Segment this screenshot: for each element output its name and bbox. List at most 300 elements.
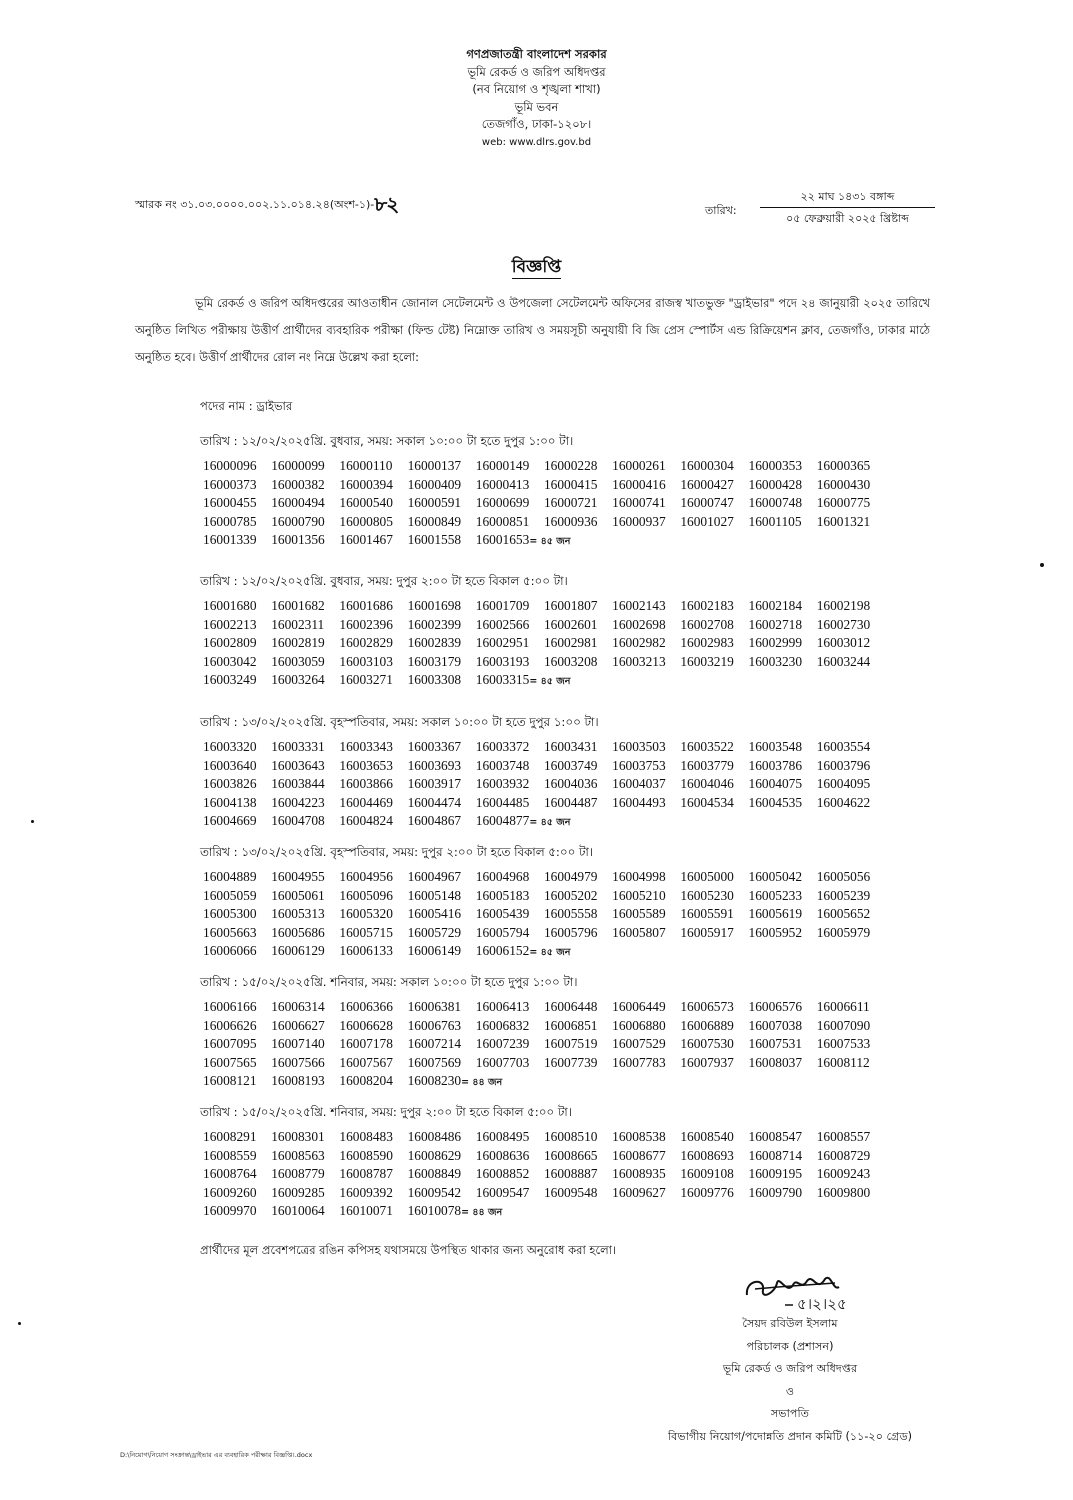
session-total: = ৪৫ জন	[529, 536, 571, 547]
roll-number: 16003230	[748, 653, 803, 669]
roll-number-list	[200, 457, 920, 552]
roll-number: 16003643	[271, 757, 325, 773]
roll-number: 16002983	[680, 635, 734, 650]
roll-number: 16008112	[816, 1054, 870, 1070]
roll-row	[203, 905, 920, 924]
roll-number: 16000790	[271, 513, 325, 529]
roll-number: 16006851	[543, 1017, 598, 1033]
roll-number: 16007090	[816, 1017, 871, 1033]
roll-number: 16003193	[475, 653, 530, 669]
roll-number: 16005979	[816, 924, 871, 940]
session-heading: তারিখ : ১৫/০২/২০২৫খ্রি. শনিবার, সময়: দুপুর ২:০০ টা হতে বিকাল ৫:০০ টা।	[200, 1105, 572, 1119]
roll-number: 16010078	[407, 1203, 462, 1218]
roll-number: 16008887	[543, 1166, 598, 1181]
roll-number: 16004493	[612, 794, 666, 810]
website: web: www.dlrs.gov.bd	[481, 136, 592, 148]
roll-number: 16000775	[816, 495, 871, 510]
roll-number: 16008849	[407, 1166, 462, 1181]
roll-number: 16008547	[748, 1129, 803, 1144]
roll-number: 16000413	[475, 476, 530, 492]
roll-number: 16004487	[543, 794, 598, 810]
roll-number: 16004485	[475, 794, 530, 810]
roll-number: 16001709	[475, 598, 530, 613]
roll-number: 16003522	[680, 739, 734, 754]
roll-number: 16002143	[612, 598, 666, 613]
roll-number: 16005589	[612, 906, 666, 921]
roll-row	[203, 1128, 920, 1147]
roll-number: 16001321	[816, 513, 871, 529]
roll-number: 16003653	[339, 757, 393, 773]
roll-number: 16002819	[271, 635, 325, 650]
exam-session	[200, 432, 920, 552]
session-total: = ৪৫ জন	[529, 817, 571, 828]
roll-row	[203, 775, 920, 794]
roll-number: 16007937	[680, 1054, 734, 1070]
roll-number: 16005056	[816, 869, 871, 884]
roll-number: 16004622	[816, 794, 871, 810]
roll-number: 16003315	[475, 672, 530, 687]
roll-number: 16004824	[339, 813, 393, 828]
roll-number-list	[200, 868, 920, 963]
date-bangla: ২২ মাঘ ১৪৩১ বঙ্গাব্দ	[800, 190, 895, 203]
session-total: = ৪৫ জন	[529, 676, 571, 687]
roll-number: 16004967	[407, 869, 462, 884]
roll-number: 16009800	[816, 1184, 871, 1200]
roll-number: 16001698	[407, 598, 462, 613]
roll-number: 16007178	[339, 1036, 393, 1051]
roll-number: 16006066	[203, 943, 257, 958]
roll-number: 16006611	[816, 999, 870, 1014]
roll-number: 16000741	[612, 495, 666, 510]
roll-row	[203, 924, 920, 943]
memo-number	[135, 190, 398, 223]
roll-number: 16000428	[748, 476, 803, 492]
roll-number: 16000261	[612, 458, 666, 473]
roll-number: 16007533	[816, 1036, 871, 1051]
roll-number: 16006381	[407, 999, 462, 1014]
roll-number: 16009195	[748, 1166, 803, 1181]
signatory-designation: পরিচালক (প্রশাসন)	[746, 1339, 834, 1353]
roll-number: 16001653	[475, 532, 530, 547]
roll-number: 16006133	[339, 943, 393, 958]
roll-number: 16006449	[612, 999, 666, 1014]
roll-number: 16000591	[407, 495, 462, 510]
session-heading: তারিখ : ১৩/০২/২০২৫খ্রি. বৃহস্পতিবার, সময়: সকাল ১০:০০ টা হতে দুপুর ১:০০ টা।	[200, 715, 599, 729]
roll-number: 16000304	[680, 458, 734, 473]
roll-number: 16005300	[203, 906, 257, 921]
roll-number: 16008291	[203, 1129, 257, 1144]
date-divider	[760, 207, 935, 208]
roll-row	[203, 887, 920, 906]
roll-number: 16005202	[543, 887, 598, 903]
roll-number: 16000494	[271, 495, 325, 510]
roll-row	[203, 671, 920, 692]
roll-number: 16002198	[816, 598, 871, 613]
exam-session	[200, 1103, 920, 1223]
roll-number: 16005715	[339, 924, 393, 940]
roll-number: 16000096	[203, 458, 257, 473]
roll-row	[203, 998, 920, 1017]
roll-number: 16008193	[271, 1073, 325, 1088]
roll-number: 16002213	[203, 616, 257, 632]
roll-number: 16009392	[339, 1184, 393, 1200]
roll-row	[203, 812, 920, 833]
roll-number: 16002399	[407, 616, 462, 632]
roll-number: 16007565	[203, 1054, 257, 1070]
roll-number: 16008121	[203, 1073, 257, 1088]
roll-number: 16004968	[475, 869, 530, 884]
roll-number: 16002566	[475, 616, 530, 632]
roll-number: 16006149	[407, 943, 462, 958]
roll-number: 16008935	[612, 1166, 666, 1181]
roll-number: 16006129	[271, 943, 325, 958]
roll-number: 16007703	[475, 1054, 530, 1070]
roll-number: 16004469	[339, 794, 393, 810]
roll-number: 16008764	[203, 1166, 257, 1181]
scan-speck	[1040, 563, 1044, 567]
roll-number: 16003208	[543, 653, 598, 669]
roll-row	[203, 494, 920, 513]
roll-row	[203, 1017, 920, 1036]
roll-number-list	[200, 1128, 920, 1223]
roll-number: 16003367	[407, 739, 462, 754]
roll-row	[203, 531, 920, 552]
signatory-role: সভাপতি	[770, 1407, 810, 1420]
roll-number: 16003640	[203, 757, 257, 773]
signatory-committee: বিভাগীয় নিয়োগ/পদোন্নতি প্রদান কমিটি (১১-২০ গ্রেড)	[667, 1429, 913, 1443]
session-heading: তারিখ : ১২/০২/২০২৫খ্রি. বুধবার, সময়: সকাল ১০:০০ টা হতে দুপুর ১:০০ টা।	[200, 434, 574, 448]
branch-name: (নব নিয়োগ ও শৃঙ্খলা শাখা)	[472, 82, 601, 96]
footer-file-path: D:\নিয়োগ\নিয়োগ সংক্রান্ত\ড্রাইভার এর ব্যবহারিক পরীক্ষার বিজ্ঞপ্তি।.docx	[120, 1451, 313, 1459]
session-heading: তারিখ : ১৩/০২/২০২৫খ্রি. বৃহস্পতিবার, সময়: দুপুর ২:০০ টা হতে বিকাল ৫:০০ টা।	[200, 845, 594, 859]
roll-number: 16004036	[543, 776, 598, 791]
signatory-office: ভূমি রেকর্ড ও জরিপ অধিদপ্তর	[722, 1362, 858, 1375]
roll-number: 16005239	[816, 887, 871, 903]
roll-number: 16008629	[407, 1147, 462, 1163]
roll-number: 16000110	[339, 458, 393, 473]
roll-number: 16008590	[339, 1147, 393, 1163]
roll-number: 16004535	[748, 794, 803, 810]
roll-number: 16006166	[203, 999, 257, 1014]
roll-number: 16002396	[339, 616, 393, 632]
roll-number: 16007038	[748, 1017, 803, 1033]
roll-number: 16004474	[407, 794, 462, 810]
roll-number: 16003179	[407, 653, 462, 669]
roll-number-list	[200, 998, 920, 1093]
roll-number: 16008677	[612, 1147, 666, 1163]
roll-number: 16009970	[203, 1203, 257, 1218]
roll-number: 16005061	[271, 887, 325, 903]
roll-number: 16003264	[271, 672, 325, 687]
roll-row	[203, 1202, 920, 1223]
roll-number: 16006366	[339, 999, 393, 1014]
office-name: ভূমি রেকর্ড ও জরিপ অধিদপ্তর	[467, 64, 606, 79]
roll-number: 16007531	[748, 1036, 803, 1051]
roll-number: 16009260	[203, 1184, 257, 1200]
roll-number: 16003753	[612, 757, 666, 773]
roll-number: 16006832	[475, 1017, 530, 1033]
roll-number: 16008301	[271, 1129, 325, 1144]
roll-number: 16005230	[680, 887, 734, 903]
roll-number: 16004669	[203, 813, 257, 828]
roll-number: 16005059	[203, 887, 257, 903]
roll-number: 16000540	[339, 495, 393, 510]
roll-number: 16005558	[543, 906, 598, 921]
roll-number: 16009776	[680, 1184, 734, 1200]
roll-number: 16003844	[271, 776, 325, 791]
roll-number: 16008665	[543, 1147, 598, 1163]
roll-number: 16005796	[543, 924, 598, 940]
signatory-conjunction: ও	[785, 1384, 795, 1398]
roll-number: 16007214	[407, 1036, 462, 1051]
roll-number: 16003866	[339, 776, 393, 791]
roll-number: 16005729	[407, 924, 462, 940]
roll-number: 16006627	[271, 1017, 325, 1033]
roll-row	[203, 1072, 920, 1093]
roll-number: 16009542	[407, 1184, 462, 1200]
roll-number: 16003554	[816, 739, 871, 754]
roll-number: 16000137	[407, 458, 462, 473]
roll-number: 16000937	[612, 513, 666, 529]
signature-block	[645, 1313, 935, 1448]
roll-number: 16003749	[543, 757, 598, 773]
roll-number: 16000416	[612, 476, 666, 492]
roll-number: 16010064	[271, 1203, 325, 1218]
roll-row	[203, 634, 920, 653]
roll-number: 16009627	[612, 1184, 666, 1200]
roll-number: 16000427	[680, 476, 734, 492]
roll-number: 16005917	[680, 924, 734, 940]
roll-number: 16001467	[339, 532, 393, 547]
roll-number: 16000228	[543, 458, 598, 473]
roll-number: 16004867	[407, 813, 462, 828]
roll-number: 16005952	[748, 924, 803, 940]
roll-row	[203, 738, 920, 757]
roll-number: 16005652	[816, 906, 871, 921]
roll-number: 16008779	[271, 1166, 325, 1181]
roll-number: 16004095	[816, 776, 871, 791]
roll-number: 16002951	[475, 635, 530, 650]
notice-title: বিজ্ঞপ্তি	[511, 257, 562, 277]
exam-session	[200, 713, 920, 833]
roll-number: 16006626	[203, 1017, 257, 1033]
handwritten-memo-number: ৮২	[374, 192, 399, 216]
roll-number: 16005619	[748, 906, 803, 921]
roll-number: 16000851	[475, 513, 530, 529]
roll-number: 16003548	[748, 739, 803, 754]
roll-number: 16002311	[271, 616, 325, 632]
roll-number: 16008510	[543, 1129, 598, 1144]
roll-number: 16004956	[339, 869, 393, 884]
roll-number: 16003331	[271, 739, 325, 754]
roll-row	[203, 597, 920, 616]
roll-number: 16008693	[680, 1147, 734, 1163]
roll-number: 16005313	[271, 906, 325, 921]
roll-number: 16006880	[612, 1017, 666, 1033]
roll-number: 16005183	[475, 887, 530, 903]
roll-number: 16005794	[475, 924, 530, 940]
roll-number: 16000849	[407, 513, 462, 529]
roll-number: 16008230	[407, 1073, 462, 1088]
roll-row	[203, 1054, 920, 1073]
roll-number: 16003219	[680, 653, 734, 669]
roll-number: 16003249	[203, 672, 257, 687]
roll-number: 16001339	[203, 532, 257, 547]
roll-number: 16002698	[612, 616, 666, 632]
roll-number: 16008787	[339, 1166, 393, 1181]
roll-number: 16008204	[339, 1073, 393, 1088]
roll-number: 16000455	[203, 495, 257, 510]
roll-number: 16003320	[203, 739, 257, 754]
roll-row	[203, 868, 920, 887]
exam-session	[200, 843, 920, 963]
roll-number: 16005000	[680, 869, 734, 884]
roll-number: 16001105	[748, 513, 802, 529]
roll-number: 16003786	[748, 757, 803, 773]
roll-number: 16000785	[203, 513, 257, 529]
roll-row	[203, 1035, 920, 1054]
building-name: ভূমি ভবন	[514, 99, 559, 114]
date-english: ০৫ ফেব্রুয়ারী ২০২৫ খ্রিষ্টাব্দ	[786, 212, 909, 225]
roll-number: 16007095	[203, 1036, 257, 1051]
roll-number: 16005591	[680, 906, 734, 921]
roll-number: 16000353	[748, 458, 803, 473]
roll-row	[203, 1165, 920, 1184]
scan-speck	[18, 1322, 21, 1325]
roll-number: 16007519	[543, 1036, 598, 1051]
roll-row	[203, 457, 920, 476]
letterhead	[0, 46, 1073, 151]
roll-number: 16002839	[407, 635, 462, 650]
roll-number: 16004138	[203, 794, 257, 810]
roll-number: 16003748	[475, 757, 530, 773]
roll-number: 16002999	[748, 635, 803, 650]
roll-number: 16004708	[271, 813, 325, 828]
exam-session	[200, 973, 920, 1093]
roll-number: 16008538	[612, 1129, 666, 1144]
roll-row	[203, 794, 920, 813]
roll-number: 16003932	[475, 776, 530, 791]
roll-number: 16003431	[543, 739, 598, 754]
roll-number: 16005148	[407, 887, 462, 903]
roll-number: 16004223	[271, 794, 325, 810]
roll-number-list	[200, 597, 920, 692]
roll-number: 16009243	[816, 1166, 871, 1181]
roll-number: 16003693	[407, 757, 462, 773]
roll-number: 16007529	[612, 1036, 666, 1051]
roll-number: 16005096	[339, 887, 393, 903]
roll-number: 16004998	[612, 869, 666, 884]
roll-number-list	[200, 738, 920, 833]
roll-number: 16000805	[339, 513, 393, 529]
roll-number: 16007530	[680, 1036, 734, 1051]
roll-number: 16006889	[680, 1017, 734, 1033]
session-heading: তারিখ : ১২/০২/২০২৫খ্রি. বুধবার, সময়: দুপুর ২:০০ টা হতে বিকাল ৫:০০ টা।	[200, 574, 568, 588]
roll-number: 16002183	[680, 598, 734, 613]
roll-number: 16003271	[339, 672, 393, 687]
roll-number: 16010071	[339, 1203, 393, 1218]
roll-number: 16006628	[339, 1017, 393, 1033]
roll-number: 16000721	[543, 495, 598, 510]
government-name: গণপ্রজাতন্ত্রী বাংলাদেশ সরকার	[466, 47, 607, 61]
roll-number: 16005233	[748, 887, 803, 903]
roll-number: 16005416	[407, 906, 462, 921]
roll-number: 16008563	[271, 1147, 325, 1163]
roll-number: 16003103	[339, 653, 393, 669]
post-name: পদের নাম : ড্রাইভার	[200, 399, 293, 413]
roll-number: 16000747	[680, 495, 734, 510]
roll-number: 16008037	[748, 1054, 803, 1070]
exam-session	[200, 572, 920, 692]
roll-number: 16008495	[475, 1129, 530, 1144]
roll-number: 16005439	[475, 906, 530, 921]
session-total: = ৪৪ জন	[461, 1077, 503, 1088]
roll-number: 16004046	[680, 776, 734, 791]
roll-number: 16002982	[612, 635, 666, 650]
roll-number: 16003779	[680, 757, 734, 773]
roll-number: 16006576	[748, 999, 803, 1014]
roll-number: 16001686	[339, 598, 393, 613]
session-total: = ৪৪ জন	[461, 1207, 503, 1218]
roll-number: 16008557	[816, 1129, 871, 1144]
roll-number: 16002730	[816, 616, 871, 632]
roll-number: 16000149	[475, 458, 530, 473]
roll-number: 16006448	[543, 999, 598, 1014]
roll-number: 16009285	[271, 1184, 325, 1200]
roll-number: 16000936	[543, 513, 598, 529]
office-address: তেজগাঁও, ঢাকা-১২০৮।	[481, 117, 592, 131]
roll-number: 16008486	[407, 1129, 462, 1144]
roll-number: 16005686	[271, 924, 325, 940]
roll-number: 16002708	[680, 616, 734, 632]
roll-number: 16003059	[271, 653, 325, 669]
memo-number-text: স্মারক নং ৩১.০৩.০০০০.০০২.১১.০১৪.২৪(অংশ-১)-	[135, 198, 375, 211]
roll-number: 16003042	[203, 653, 257, 669]
roll-number: 16005042	[748, 869, 803, 884]
roll-number: 16001356	[271, 532, 325, 547]
roll-number: 16003308	[407, 672, 462, 687]
roll-row	[203, 513, 920, 532]
roll-number: 16003012	[816, 635, 871, 650]
roll-number: 16000365	[816, 458, 871, 473]
roll-number: 16004877	[475, 813, 530, 828]
roll-number: 16006413	[475, 999, 530, 1014]
roll-number: 16008559	[203, 1147, 257, 1163]
roll-number: 16000394	[339, 476, 393, 492]
roll-number: 16001682	[271, 598, 325, 613]
roll-number: 16006573	[680, 999, 734, 1014]
roll-number: 16007567	[339, 1054, 393, 1070]
roll-number: 16003343	[339, 739, 393, 754]
date-values	[760, 188, 935, 227]
roll-number: 16009548	[543, 1184, 598, 1200]
session-heading: তারিখ : ১৫/০২/২০২৫খ্রি. শনিবার, সময়: সকাল ১০:০০ টা হতে দুপুর ১:০০ টা।	[200, 975, 578, 989]
roll-number: 16007239	[475, 1036, 530, 1051]
roll-number: 16001558	[407, 532, 462, 547]
roll-number: 16001680	[203, 598, 257, 613]
roll-number: 16008483	[339, 1129, 393, 1144]
roll-number: 16007739	[543, 1054, 598, 1070]
roll-number: 16004979	[543, 869, 598, 884]
roll-row	[203, 942, 920, 963]
roll-number: 16005320	[339, 906, 393, 921]
roll-number: 16004955	[271, 869, 325, 884]
roll-row	[203, 1184, 920, 1203]
roll-number: 16008852	[475, 1166, 530, 1181]
roll-number: 16006152	[475, 943, 530, 958]
roll-number: 16000430	[816, 476, 871, 492]
roll-number: 16000748	[748, 495, 803, 510]
